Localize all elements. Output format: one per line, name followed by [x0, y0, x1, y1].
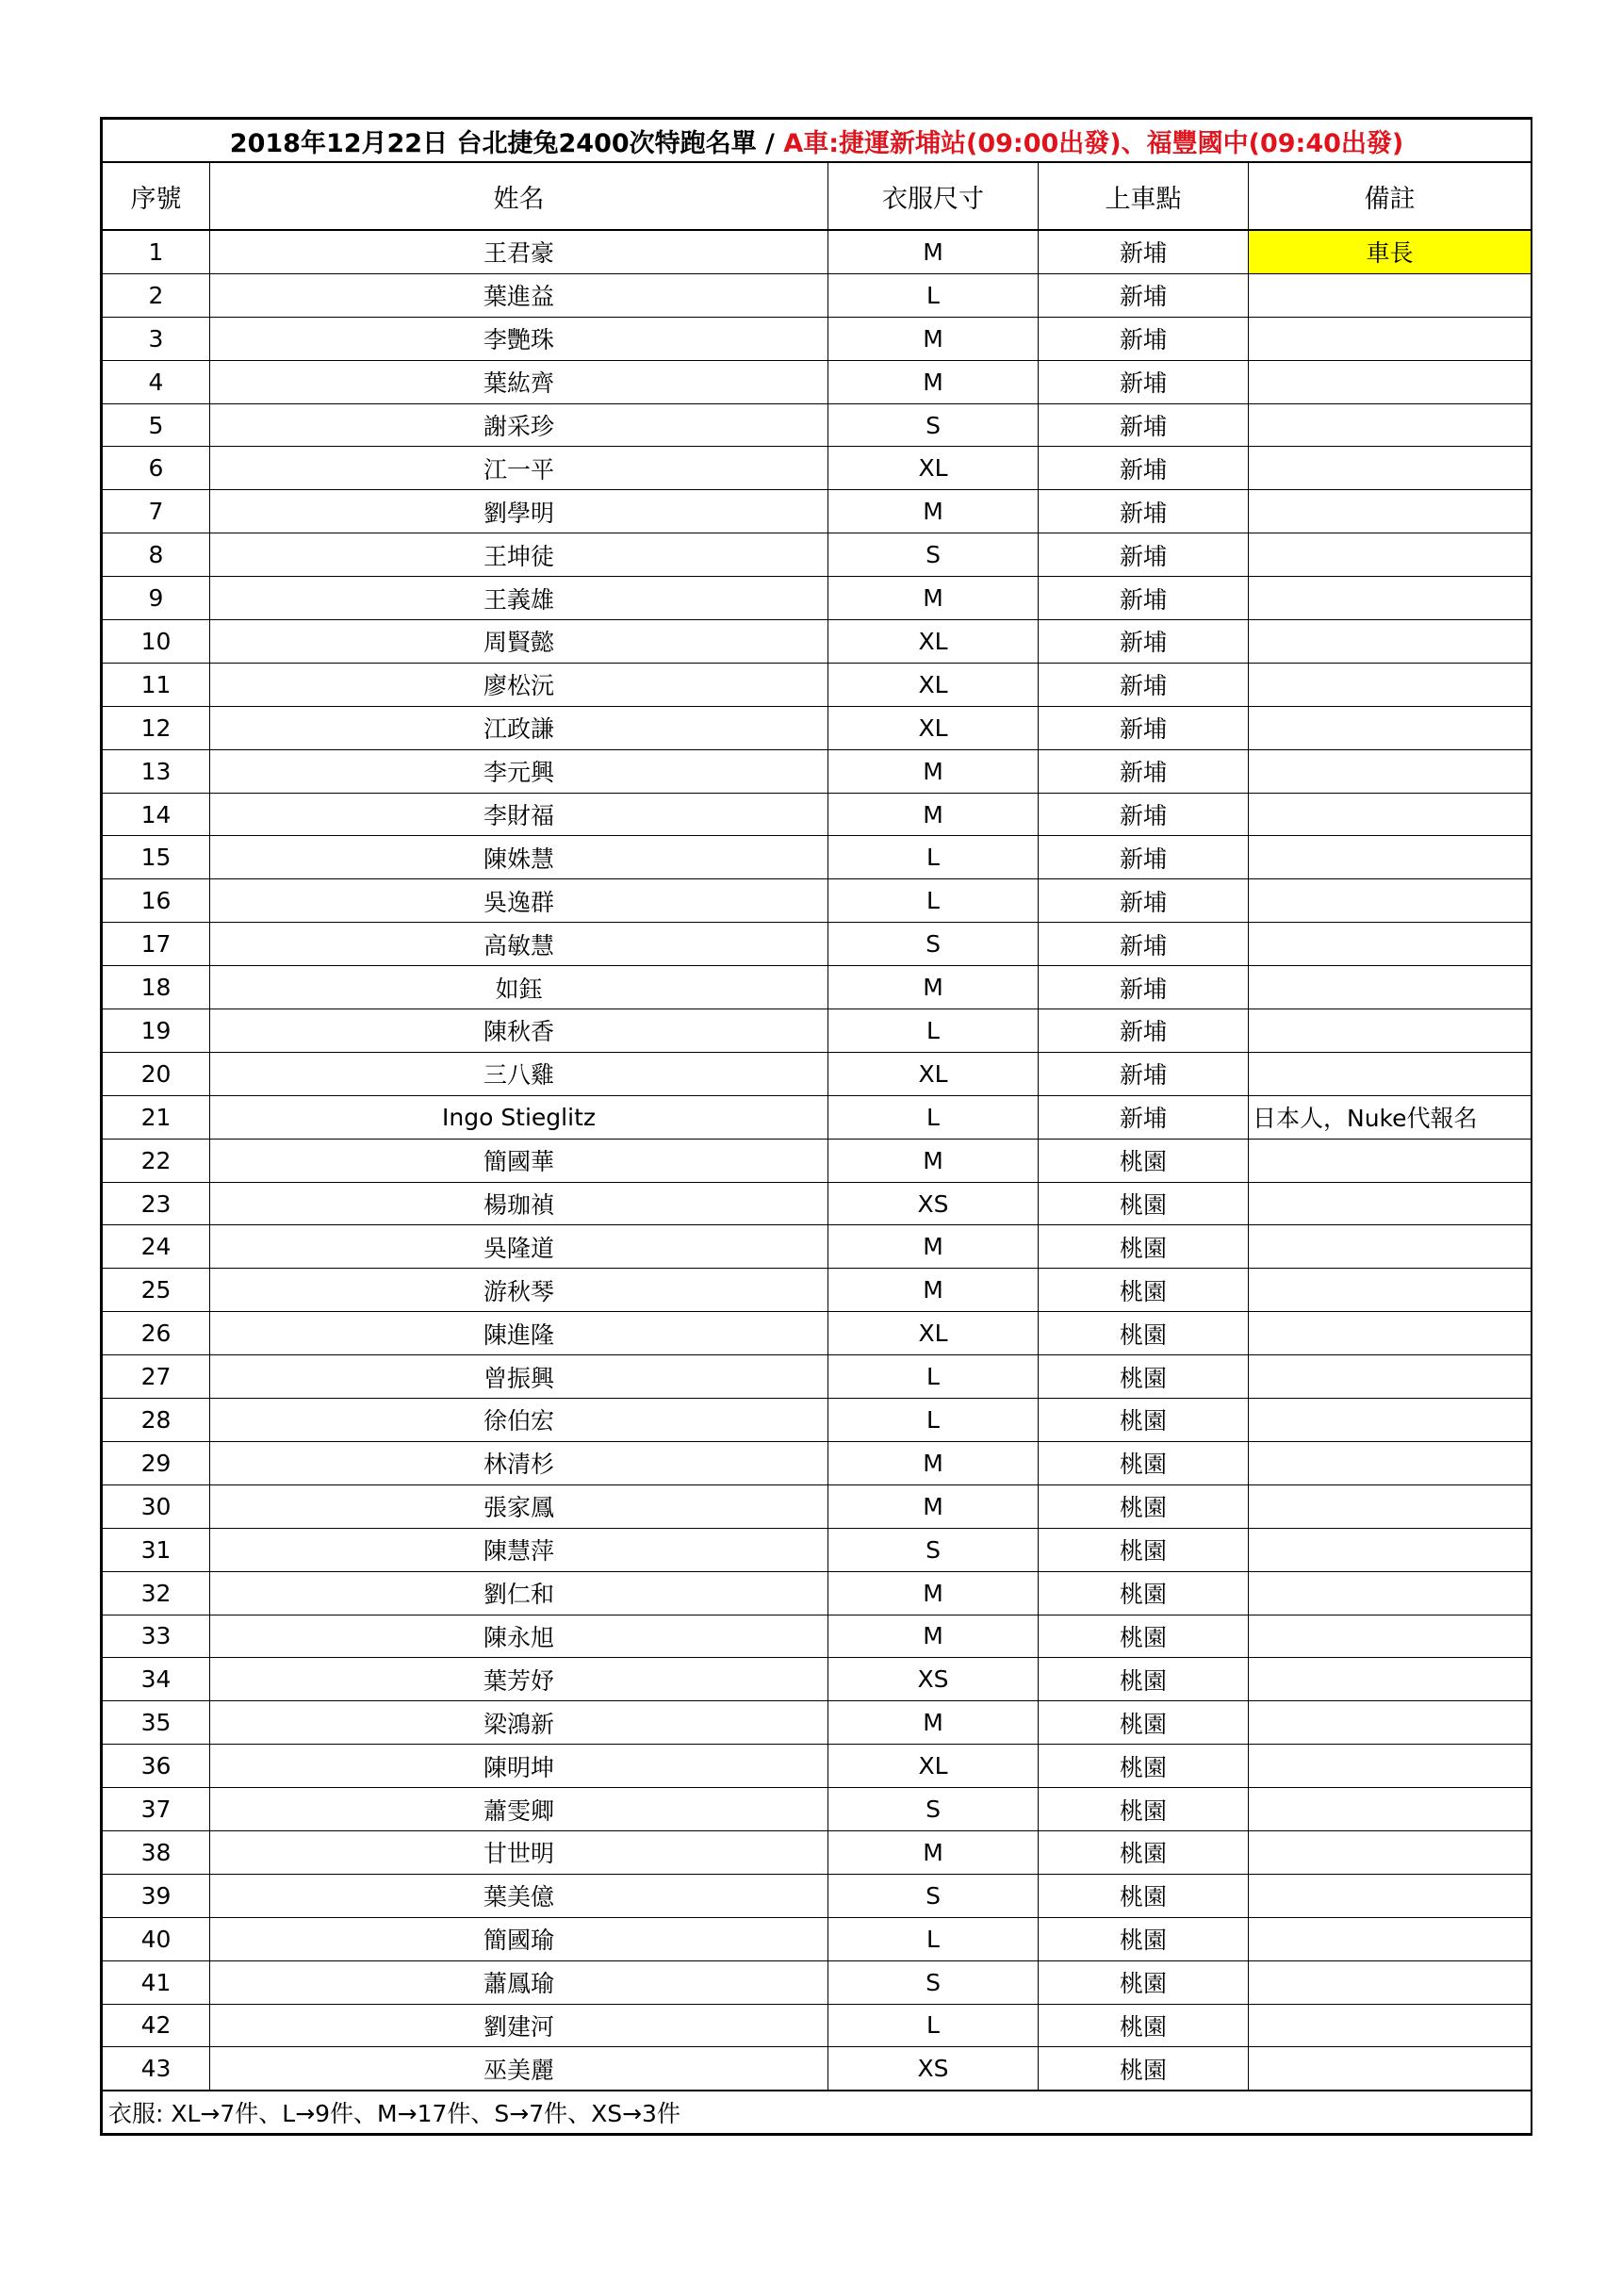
- cell-note: [1249, 447, 1532, 490]
- cell-stop: 新埔: [1039, 447, 1249, 490]
- cell-size: S: [828, 1788, 1039, 1831]
- table-row: [103, 1528, 1532, 1571]
- cell-number: 3: [103, 317, 210, 360]
- cell-size: S: [828, 1874, 1039, 1917]
- table-row: [103, 923, 1532, 966]
- cell-stop: 新埔: [1039, 966, 1249, 1009]
- cell-stop: 新埔: [1039, 230, 1249, 273]
- cell-size: S: [828, 403, 1039, 447]
- table-row: [103, 2004, 1532, 2047]
- cell-number: 4: [103, 360, 210, 403]
- cell-size: L: [828, 1095, 1039, 1139]
- table-row: [103, 1874, 1532, 1917]
- cell-name: 徐伯宏: [210, 1399, 828, 1442]
- cell-number: 43: [103, 2047, 210, 2091]
- cell-number: 8: [103, 533, 210, 577]
- cell-name: 李元興: [210, 749, 828, 793]
- cell-size: XL: [828, 1745, 1039, 1788]
- cell-note: [1249, 1745, 1532, 1788]
- table-row: [103, 1312, 1532, 1355]
- table-row: [103, 403, 1532, 447]
- cell-stop: 桃園: [1039, 1528, 1249, 1571]
- cell-note: [1249, 1399, 1532, 1442]
- cell-name: Ingo Stieglitz: [210, 1095, 828, 1139]
- cell-note: [1249, 533, 1532, 577]
- cell-size: M: [828, 1225, 1039, 1269]
- cell-note: [1249, 1960, 1532, 2004]
- cell-size: M: [828, 1441, 1039, 1484]
- cell-stop: 新埔: [1039, 879, 1249, 923]
- cell-name: 廖松沅: [210, 663, 828, 706]
- table-row: [103, 273, 1532, 317]
- cell-size: M: [828, 1701, 1039, 1745]
- cell-stop: 桃園: [1039, 1355, 1249, 1399]
- cell-stop: 桃園: [1039, 1571, 1249, 1615]
- cell-size: L: [828, 879, 1039, 923]
- table-row: [103, 1571, 1532, 1615]
- size-summary: 衣服: XL→7件、L→9件、M→17件、S→7件、XS→3件: [103, 2091, 1532, 2134]
- cell-name: 周賢懿: [210, 620, 828, 664]
- cell-name: 簡國華: [210, 1139, 828, 1182]
- cell-number: 35: [103, 1701, 210, 1745]
- cell-number: 36: [103, 1745, 210, 1788]
- cell-note: [1249, 403, 1532, 447]
- cell-stop: 新埔: [1039, 1052, 1249, 1095]
- header-stop: 上車點: [1039, 162, 1249, 230]
- cell-size: M: [828, 1830, 1039, 1874]
- cell-note: [1249, 1658, 1532, 1701]
- cell-stop: 桃園: [1039, 2004, 1249, 2047]
- cell-stop: 新埔: [1039, 273, 1249, 317]
- cell-size: L: [828, 1399, 1039, 1442]
- cell-name: 陳姝慧: [210, 836, 828, 879]
- table-row: [103, 1225, 1532, 1269]
- cell-name: 葉芳妤: [210, 1658, 828, 1701]
- cell-name: 高敏慧: [210, 923, 828, 966]
- cell-size: S: [828, 533, 1039, 577]
- cell-note: [1249, 1441, 1532, 1484]
- cell-number: 12: [103, 706, 210, 749]
- cell-number: 26: [103, 1312, 210, 1355]
- cell-size: S: [828, 1960, 1039, 2004]
- cell-note: [1249, 360, 1532, 403]
- cell-name: 劉學明: [210, 490, 828, 533]
- title-main: 2018年12月22日 台北捷兔2400次特跑名單 /: [229, 128, 784, 158]
- cell-number: 19: [103, 1009, 210, 1053]
- cell-note: [1249, 1788, 1532, 1831]
- cell-name: 三八雞: [210, 1052, 828, 1095]
- cell-note: [1249, 879, 1532, 923]
- cell-number: 29: [103, 1441, 210, 1484]
- cell-size: M: [828, 1484, 1039, 1528]
- cell-name: 江政謙: [210, 706, 828, 749]
- cell-name: 葉進益: [210, 273, 828, 317]
- cell-stop: 桃園: [1039, 1225, 1249, 1269]
- title-bus-info: A車:捷運新埔站(09:00出發)、福豐國中(09:40出發): [783, 128, 1404, 158]
- table-row: [103, 2047, 1532, 2091]
- cell-name: 梁鴻新: [210, 1701, 828, 1745]
- cell-note: [1249, 1355, 1532, 1399]
- cell-number: 9: [103, 577, 210, 620]
- cell-note: [1249, 793, 1532, 836]
- cell-stop: 桃園: [1039, 1745, 1249, 1788]
- cell-size: XL: [828, 663, 1039, 706]
- cell-note: [1249, 1874, 1532, 1917]
- cell-note: [1249, 836, 1532, 879]
- cell-stop: 桃園: [1039, 1830, 1249, 1874]
- table-row: [103, 1830, 1532, 1874]
- cell-stop: 桃園: [1039, 1441, 1249, 1484]
- cell-number: 25: [103, 1269, 210, 1312]
- table-row: [103, 793, 1532, 836]
- cell-number: 30: [103, 1484, 210, 1528]
- cell-stop: 桃園: [1039, 1874, 1249, 1917]
- table-row: [103, 663, 1532, 706]
- cell-note: [1249, 2047, 1532, 2091]
- table-row: [103, 533, 1532, 577]
- cell-stop: 桃園: [1039, 1399, 1249, 1442]
- cell-note: [1249, 620, 1532, 664]
- table-row: [103, 360, 1532, 403]
- cell-name: 葉紘齊: [210, 360, 828, 403]
- table-row: [103, 1355, 1532, 1399]
- cell-number: 41: [103, 1960, 210, 2004]
- table-row: [103, 1052, 1532, 1095]
- roster-body: [103, 230, 1532, 2091]
- cell-note: [1249, 706, 1532, 749]
- header-size: 衣服尺寸: [828, 162, 1039, 230]
- cell-note: [1249, 1009, 1532, 1053]
- cell-name: 葉美億: [210, 1874, 828, 1917]
- cell-number: 1: [103, 230, 210, 273]
- cell-size: L: [828, 273, 1039, 317]
- table-row: [103, 1701, 1532, 1745]
- cell-note: [1249, 1830, 1532, 1874]
- page-title: [103, 120, 1532, 163]
- cell-note: [1249, 490, 1532, 533]
- table-row: [103, 1399, 1532, 1442]
- cell-name: 王義雄: [210, 577, 828, 620]
- cell-number: 5: [103, 403, 210, 447]
- cell-name: 吳隆道: [210, 1225, 828, 1269]
- cell-note: 車長: [1249, 230, 1532, 273]
- cell-size: L: [828, 836, 1039, 879]
- cell-note: [1249, 1225, 1532, 1269]
- cell-name: 王坤徒: [210, 533, 828, 577]
- cell-size: L: [828, 2004, 1039, 2047]
- header-row: [103, 162, 1532, 230]
- table-row: [103, 706, 1532, 749]
- cell-number: 23: [103, 1182, 210, 1225]
- cell-note: [1249, 1052, 1532, 1095]
- table-row: [103, 966, 1532, 1009]
- cell-stop: 新埔: [1039, 1009, 1249, 1053]
- cell-stop: 桃園: [1039, 1615, 1249, 1658]
- cell-size: M: [828, 577, 1039, 620]
- cell-note: [1249, 1182, 1532, 1225]
- cell-note: [1249, 1615, 1532, 1658]
- cell-size: L: [828, 1009, 1039, 1053]
- cell-name: 吳逸群: [210, 879, 828, 923]
- cell-size: XS: [828, 2047, 1039, 2091]
- cell-number: 10: [103, 620, 210, 664]
- cell-number: 2: [103, 273, 210, 317]
- header-note: 備註: [1249, 162, 1532, 230]
- cell-size: M: [828, 1571, 1039, 1615]
- cell-number: 33: [103, 1615, 210, 1658]
- cell-number: 28: [103, 1399, 210, 1442]
- cell-stop: 新埔: [1039, 1095, 1249, 1139]
- cell-size: XS: [828, 1182, 1039, 1225]
- roster-sheet: [100, 117, 1532, 2136]
- table-row: [103, 1095, 1532, 1139]
- cell-size: XL: [828, 706, 1039, 749]
- cell-number: 6: [103, 447, 210, 490]
- cell-size: XL: [828, 1052, 1039, 1095]
- cell-stop: 新埔: [1039, 533, 1249, 577]
- table-row: [103, 447, 1532, 490]
- cell-number: 13: [103, 749, 210, 793]
- cell-name: 張家鳳: [210, 1484, 828, 1528]
- cell-size: M: [828, 749, 1039, 793]
- cell-stop: 新埔: [1039, 749, 1249, 793]
- cell-number: 20: [103, 1052, 210, 1095]
- cell-note: [1249, 1312, 1532, 1355]
- cell-stop: 新埔: [1039, 620, 1249, 664]
- table-row: [103, 1917, 1532, 1960]
- table-row: [103, 1615, 1532, 1658]
- cell-name: 謝采珍: [210, 403, 828, 447]
- cell-stop: 桃園: [1039, 1960, 1249, 2004]
- cell-size: S: [828, 923, 1039, 966]
- cell-stop: 新埔: [1039, 360, 1249, 403]
- cell-name: 陳秋香: [210, 1009, 828, 1053]
- cell-name: 王君豪: [210, 230, 828, 273]
- cell-size: XL: [828, 447, 1039, 490]
- table-row: [103, 1182, 1532, 1225]
- cell-size: XL: [828, 620, 1039, 664]
- table-row: [103, 1658, 1532, 1701]
- cell-stop: 新埔: [1039, 317, 1249, 360]
- cell-number: 24: [103, 1225, 210, 1269]
- table-row: [103, 1441, 1532, 1484]
- table-row: [103, 230, 1532, 273]
- cell-note: [1249, 1269, 1532, 1312]
- cell-note: [1249, 1139, 1532, 1182]
- cell-note: [1249, 749, 1532, 793]
- cell-name: 劉仁和: [210, 1571, 828, 1615]
- cell-number: 38: [103, 1830, 210, 1874]
- table-row: [103, 577, 1532, 620]
- cell-stop: 桃園: [1039, 1484, 1249, 1528]
- cell-name: 江一平: [210, 447, 828, 490]
- cell-name: 巫美麗: [210, 2047, 828, 2091]
- cell-note: [1249, 1917, 1532, 1960]
- cell-name: 林清杉: [210, 1441, 828, 1484]
- cell-size: M: [828, 793, 1039, 836]
- cell-size: M: [828, 360, 1039, 403]
- table-row: [103, 749, 1532, 793]
- cell-note: [1249, 663, 1532, 706]
- cell-stop: 桃園: [1039, 1269, 1249, 1312]
- table-row: [103, 620, 1532, 664]
- table-row: [103, 1009, 1532, 1053]
- cell-stop: 桃園: [1039, 1917, 1249, 1960]
- header-name: 姓名: [210, 162, 828, 230]
- table-row: [103, 1745, 1532, 1788]
- table-row: [103, 490, 1532, 533]
- cell-note: [1249, 1571, 1532, 1615]
- cell-note: [1249, 273, 1532, 317]
- cell-stop: 新埔: [1039, 490, 1249, 533]
- cell-name: 曾振興: [210, 1355, 828, 1399]
- cell-name: 簡國瑜: [210, 1917, 828, 1960]
- cell-size: S: [828, 1528, 1039, 1571]
- cell-size: L: [828, 1917, 1039, 1960]
- cell-name: 蕭雯卿: [210, 1788, 828, 1831]
- cell-stop: 桃園: [1039, 1312, 1249, 1355]
- cell-stop: 新埔: [1039, 577, 1249, 620]
- cell-name: 李財福: [210, 793, 828, 836]
- cell-size: M: [828, 230, 1039, 273]
- cell-size: M: [828, 1139, 1039, 1182]
- cell-number: 39: [103, 1874, 210, 1917]
- cell-name: 楊珈禎: [210, 1182, 828, 1225]
- table-row: [103, 317, 1532, 360]
- cell-stop: 新埔: [1039, 923, 1249, 966]
- cell-name: 甘世明: [210, 1830, 828, 1874]
- cell-number: 32: [103, 1571, 210, 1615]
- cell-number: 37: [103, 1788, 210, 1831]
- cell-number: 7: [103, 490, 210, 533]
- cell-number: 40: [103, 1917, 210, 1960]
- cell-size: M: [828, 490, 1039, 533]
- cell-size: XL: [828, 1312, 1039, 1355]
- cell-name: 陳慧萍: [210, 1528, 828, 1571]
- cell-stop: 新埔: [1039, 793, 1249, 836]
- cell-stop: 桃園: [1039, 1658, 1249, 1701]
- cell-name: 蕭鳳瑜: [210, 1960, 828, 2004]
- cell-stop: 新埔: [1039, 836, 1249, 879]
- cell-name: 劉建河: [210, 2004, 828, 2047]
- cell-number: 16: [103, 879, 210, 923]
- table-row: [103, 1269, 1532, 1312]
- cell-name: 陳進隆: [210, 1312, 828, 1355]
- cell-note: [1249, 923, 1532, 966]
- table-row: [103, 1788, 1532, 1831]
- roster-table: [102, 119, 1532, 2134]
- cell-stop: 桃園: [1039, 2047, 1249, 2091]
- cell-note: 日本人，Nuke代報名: [1249, 1095, 1532, 1139]
- cell-number: 42: [103, 2004, 210, 2047]
- cell-name: 陳明坤: [210, 1745, 828, 1788]
- cell-number: 17: [103, 923, 210, 966]
- cell-size: M: [828, 1615, 1039, 1658]
- cell-stop: 新埔: [1039, 706, 1249, 749]
- cell-size: M: [828, 966, 1039, 1009]
- cell-name: 李艷珠: [210, 317, 828, 360]
- cell-number: 34: [103, 1658, 210, 1701]
- cell-name: 如鈺: [210, 966, 828, 1009]
- cell-note: [1249, 317, 1532, 360]
- cell-size: M: [828, 317, 1039, 360]
- cell-stop: 桃園: [1039, 1788, 1249, 1831]
- cell-note: [1249, 2004, 1532, 2047]
- cell-stop: 新埔: [1039, 663, 1249, 706]
- cell-number: 18: [103, 966, 210, 1009]
- cell-note: [1249, 1701, 1532, 1745]
- cell-name: 陳永旭: [210, 1615, 828, 1658]
- cell-note: [1249, 966, 1532, 1009]
- cell-number: 22: [103, 1139, 210, 1182]
- cell-size: L: [828, 1355, 1039, 1399]
- cell-number: 31: [103, 1528, 210, 1571]
- cell-note: [1249, 1484, 1532, 1528]
- cell-size: XS: [828, 1658, 1039, 1701]
- cell-note: [1249, 577, 1532, 620]
- table-row: [103, 1960, 1532, 2004]
- cell-stop: 桃園: [1039, 1139, 1249, 1182]
- cell-number: 14: [103, 793, 210, 836]
- table-row: [103, 1139, 1532, 1182]
- cell-stop: 桃園: [1039, 1701, 1249, 1745]
- cell-note: [1249, 1528, 1532, 1571]
- cell-stop: 新埔: [1039, 403, 1249, 447]
- cell-number: 27: [103, 1355, 210, 1399]
- table-row: [103, 836, 1532, 879]
- cell-number: 21: [103, 1095, 210, 1139]
- table-row: [103, 1484, 1532, 1528]
- cell-number: 11: [103, 663, 210, 706]
- cell-stop: 桃園: [1039, 1182, 1249, 1225]
- header-number: 序號: [103, 162, 210, 230]
- cell-name: 游秋琴: [210, 1269, 828, 1312]
- cell-number: 15: [103, 836, 210, 879]
- cell-size: M: [828, 1269, 1039, 1312]
- table-row: [103, 879, 1532, 923]
